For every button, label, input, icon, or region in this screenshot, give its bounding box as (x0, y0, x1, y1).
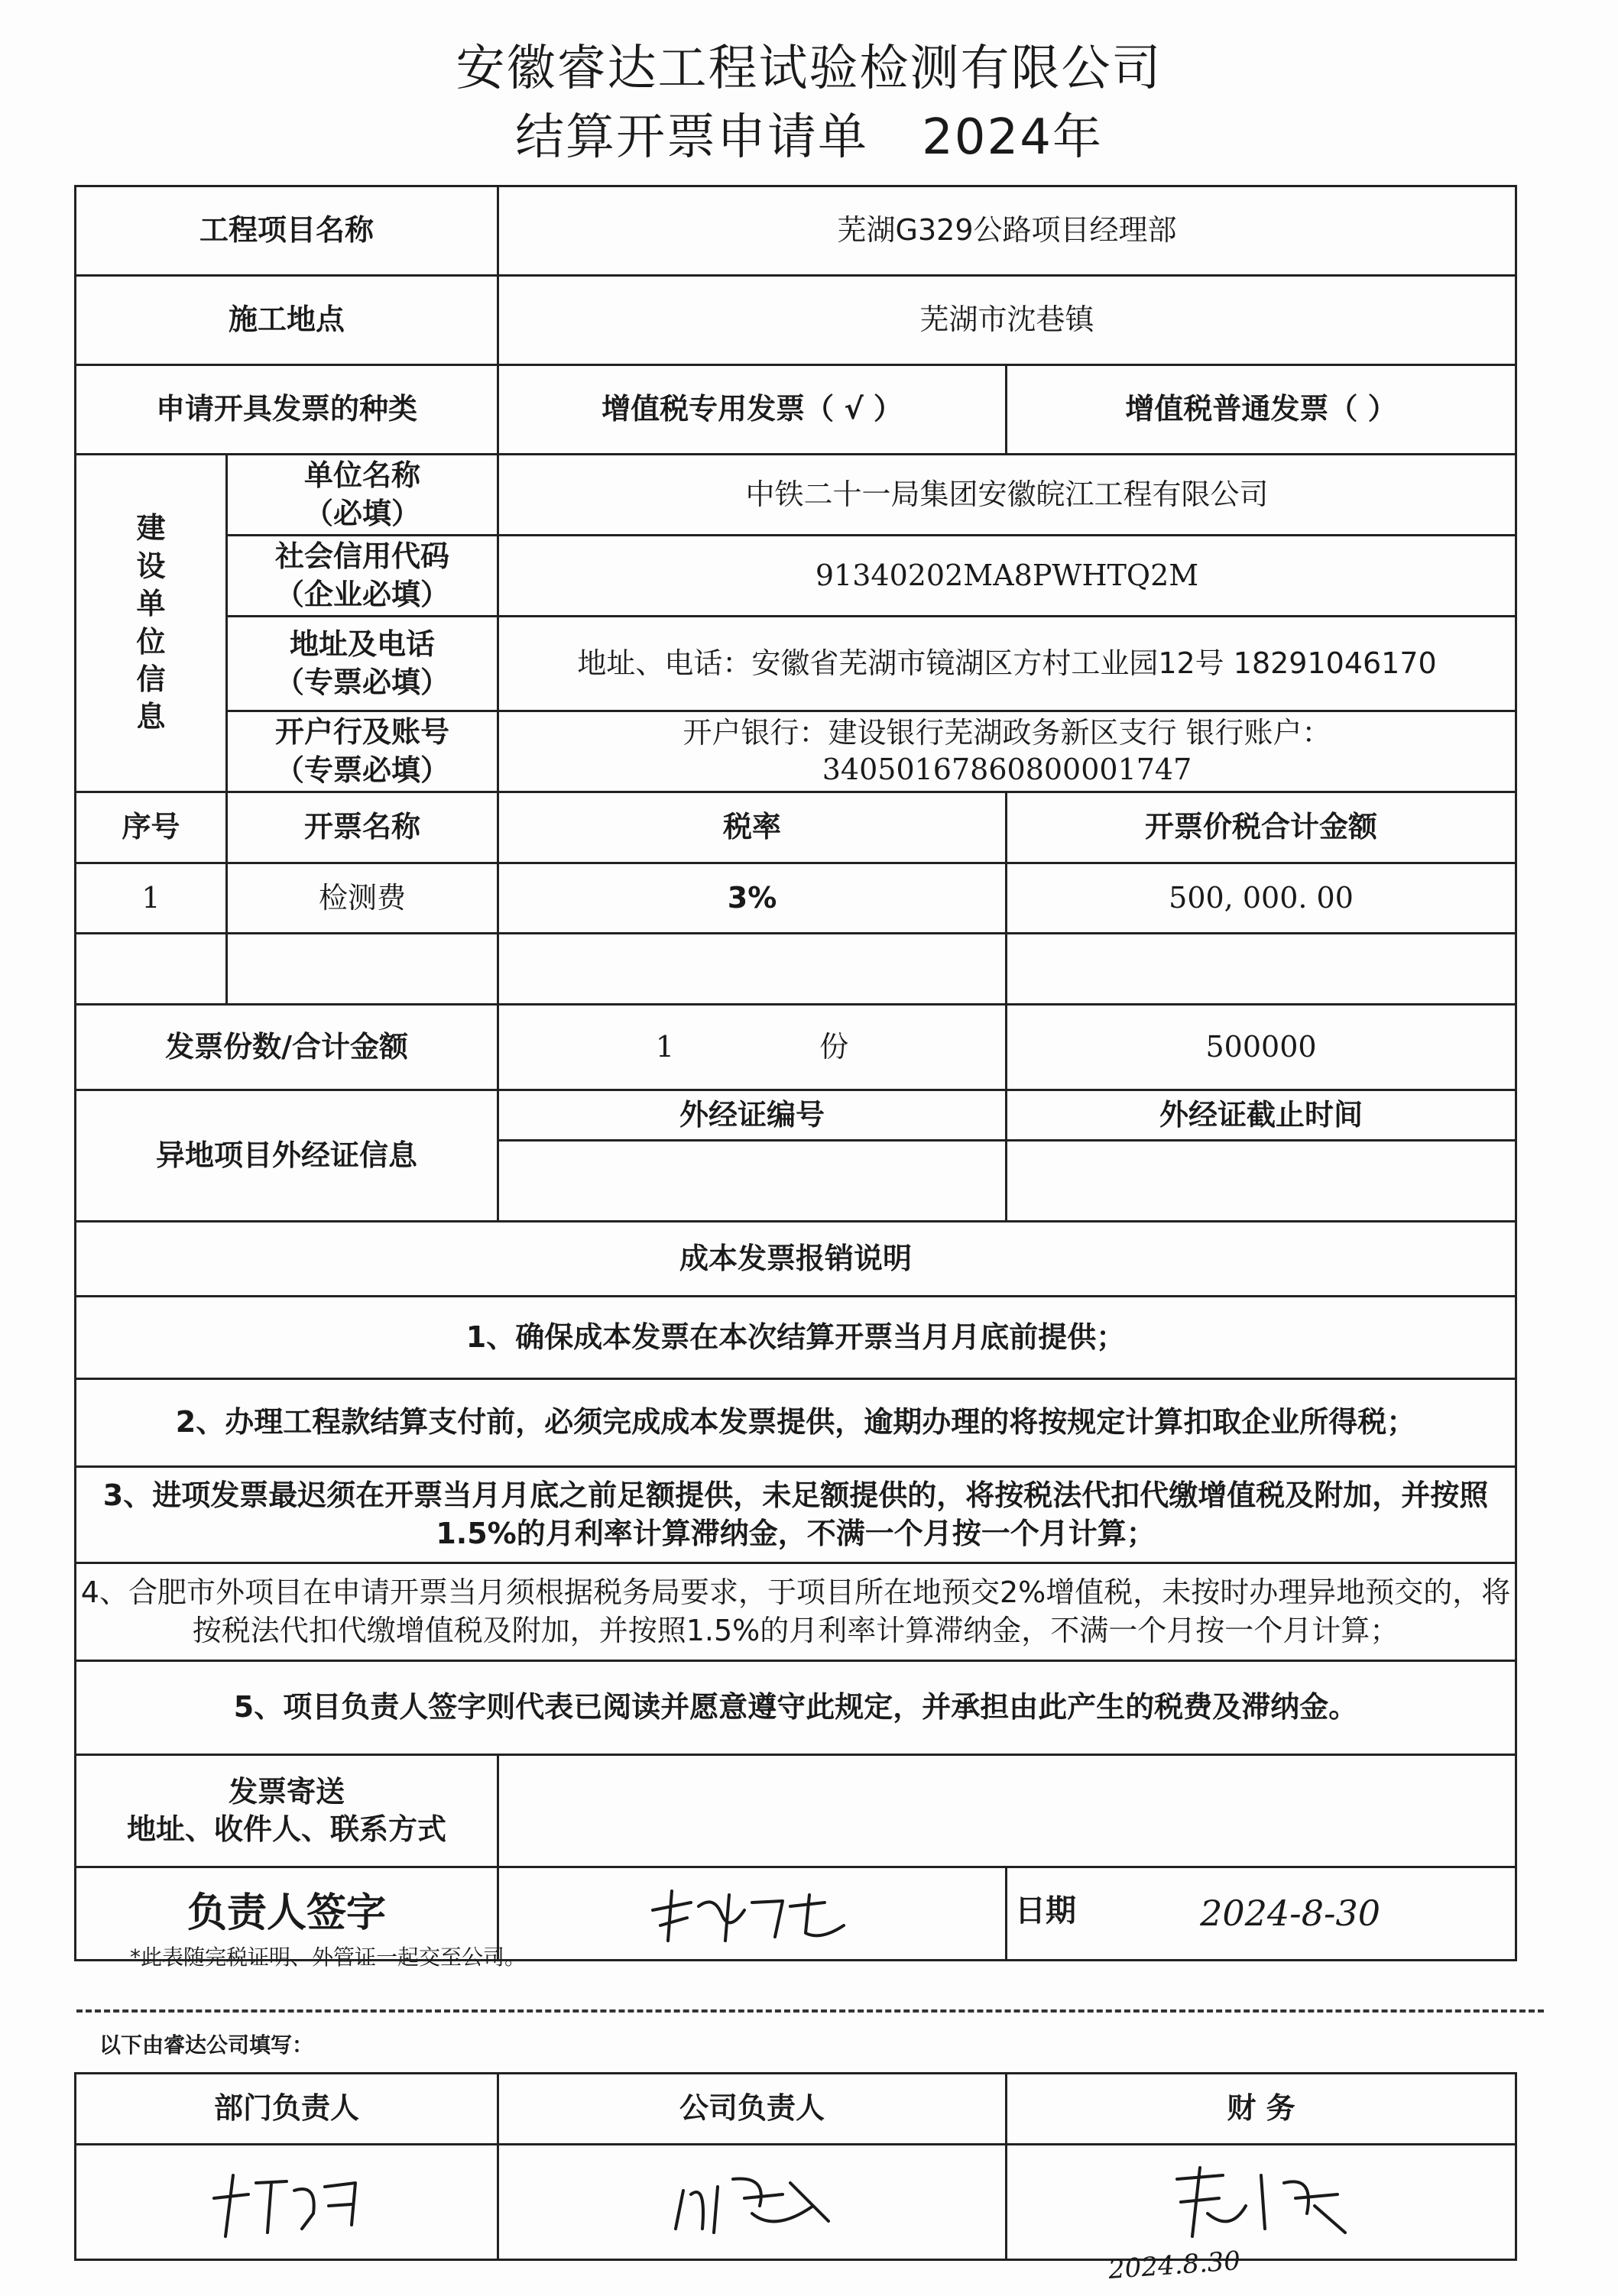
footnote: *此表随完税证明、外管证一起交至公司。 (130, 1945, 527, 1970)
invoice-type-normal: 增值税普通发票（ ） (1007, 365, 1516, 455)
company-head-label: 公司负责人 (498, 2074, 1007, 2145)
mailing-value (498, 1755, 1516, 1867)
row-item-name: 检测费 (227, 863, 498, 934)
address-phone-value: 地址、电话：安徽省芜湖市镜湖区方村工业园12号 18291046170 (498, 617, 1516, 711)
offsite-cert-no-label: 外经证编号 (498, 1090, 1007, 1141)
project-name-value: 芜湖G329公路项目经理部 (498, 186, 1516, 276)
table-row (76, 863, 1516, 934)
row-seq: 1 (76, 863, 227, 934)
signer-label: 负责人签字 (76, 1867, 498, 1961)
empty-cell (498, 934, 1007, 1005)
signature-graphic (637, 1880, 867, 1948)
col-header-rate: 税率 (498, 792, 1007, 863)
totals-amount: 500000 (1007, 1005, 1516, 1090)
table-row-empty (76, 934, 1516, 1005)
site-location-label: 施工地点 (76, 276, 498, 365)
col-header-amount: 开票价税合计金额 (1007, 792, 1516, 863)
address-phone-label: 地址及电话 （专票必填） (227, 617, 498, 711)
date-value: 2024-8-30 (1200, 1892, 1381, 1934)
totals-count: 1 份 (498, 1005, 1007, 1090)
company-section-intro: 以下由睿达公司填写： (99, 2032, 314, 2058)
note-item: 3、进项发票最迟须在开票当月月底之前足额提供，未足额提供的，将按税法代扣代缴增值税及附加，并按照1.5%的月利率计算滞纳金，不满一个月按一个月计算； (76, 1467, 1516, 1563)
offsite-cert-label: 异地项目外经证信息 (76, 1090, 498, 1222)
note-item: 2、办理工程款结算支付前，必须完成成本发票提供，逾期办理的将按规定计算扣取企业所得税； (76, 1379, 1516, 1467)
row-tax-rate: 3% (498, 863, 1007, 934)
note-item: 1、确保成本发票在本次结算开票当月月底前提供； (76, 1297, 1516, 1379)
dept-head-signature (76, 2145, 498, 2260)
row-amount: 500, 000. 00 (1007, 863, 1516, 934)
company-head-signature (498, 2145, 1007, 2260)
note-item: 5、项目负责人签字则代表已阅读并愿意遵守此规定，并承担由此产生的税费及滞纳金。 (76, 1661, 1516, 1755)
form-title: 结算开票申请单 2024年 (515, 109, 1103, 166)
signature-graphic (1162, 2160, 1360, 2244)
offsite-cert-deadline-value (1007, 1141, 1516, 1222)
notes-title: 成本发票报销说明 (76, 1222, 1516, 1297)
signer-signature (498, 1867, 1007, 1961)
finance-label: 财 务 (1007, 2074, 1516, 2145)
company-title: 安徽睿达工程试验检测有限公司 (456, 40, 1162, 97)
col-header-seq: 序号 (76, 792, 227, 863)
empty-cell (76, 934, 227, 1005)
unit-name-label: 单位名称 （必填） (227, 455, 498, 536)
project-name-label: 工程项目名称 (76, 186, 498, 276)
signature-graphic (203, 2160, 371, 2244)
date-label: 日期 (1015, 1893, 1077, 1928)
date-cell (1007, 1867, 1516, 1961)
builder-info-label: 建 设 单 位 信 息 (76, 455, 227, 792)
totals-label: 发票份数/合计金额 (76, 1005, 498, 1090)
cut-line (76, 2009, 1544, 2013)
bank-account-value: 开户银行：建设银行芜湖政务新区支行 银行账户： 34050167860800001747 (498, 711, 1516, 792)
bank-account-label: 开户行及账号 （专票必填） (227, 711, 498, 792)
finance-signature (1007, 2145, 1516, 2260)
note-item: 4、合肥市外项目在申请开票当月须根据税务局要求，于项目所在地预交2%增值税，未按时办理异地预交的，将按税法代扣代缴增值税及附加，并按照1.5%的月利率计算滞纳金，不满一个月按一个月计算； (76, 1563, 1516, 1661)
offsite-cert-no-value (498, 1141, 1007, 1222)
site-location-value: 芜湖市沈巷镇 (498, 276, 1516, 365)
empty-cell (1007, 934, 1516, 1005)
col-header-item: 开票名称 (227, 792, 498, 863)
signature-graphic (660, 2160, 844, 2244)
unit-name-value: 中铁二十一局集团安徽皖江工程有限公司 (498, 455, 1516, 536)
credit-code-label: 社会信用代码 （企业必填） (227, 536, 498, 617)
empty-cell (227, 934, 498, 1005)
finance-date: 2024.8.30 (1107, 2246, 1242, 2285)
mailing-label: 发票寄送 地址、收件人、联系方式 (76, 1755, 498, 1867)
offsite-cert-deadline-label: 外经证截止时间 (1007, 1090, 1516, 1141)
credit-code-value: 91340202MA8PWHTQ2M (498, 536, 1516, 617)
invoice-type-label: 申请开具发票的种类 (76, 365, 498, 455)
form-year: 2024年 (922, 109, 1103, 166)
invoice-type-special: 增值税专用发票（ √ ） (498, 365, 1007, 455)
dept-head-label: 部门负责人 (76, 2074, 498, 2145)
